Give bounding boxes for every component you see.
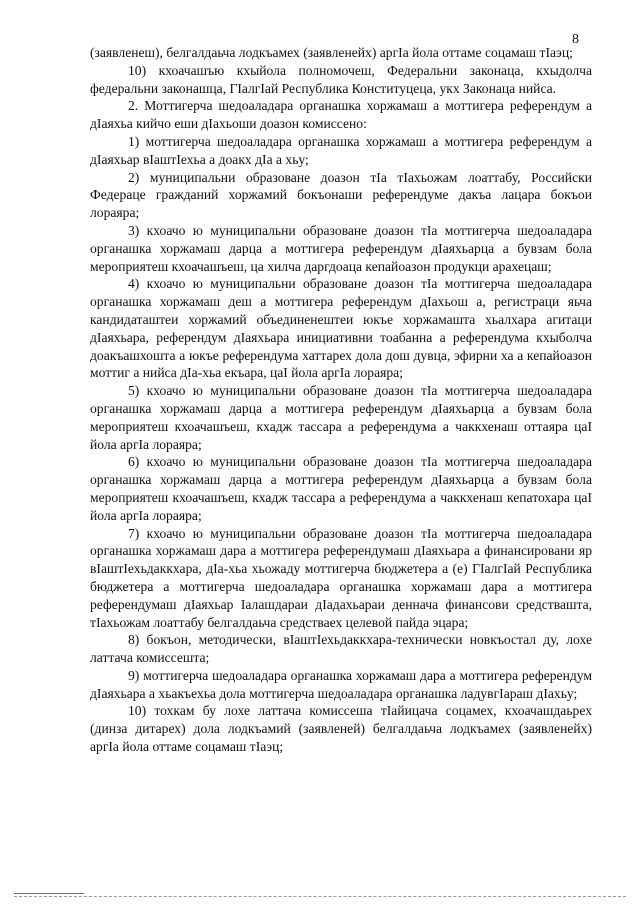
paragraph-item-10-second: 10) тохкам бу лохе латтача комиссеша тӀайицача соцамех, кхоачашдаьрех (динза дитарех) дола лодкъамий (заявленей) белгалдаьча лодкъамех (заявленейх) аргӀа йола оттаме соцамаш тӀаэц; — [90, 703, 592, 755]
paragraph-item-5: 5) кхоачо ю муниципальни образоване доазон тӀа моттигерча шедоаладара органашка хоржамаш дарца а моттигера референдум дӀаяхьарца а бувзам бола мероприятеш кхоачашъеш, кхадж тассара а референдума а чаккхенаш оттаяра цаӀ йола аргӀа лораяра; — [90, 383, 592, 452]
paragraph-item-3: 3) кхоачо ю муниципальни образоване доазон тӀа моттигерча шедоаладара органашка хоржамаш дарца а моттигера референдум дӀаяхьарца а бувзам бола мероприятеш кхоачашъеш, ца хилча даргдоаца кепайоазон продукци арахецаш; — [90, 222, 592, 274]
paragraph-item-8: 8) бокъон, методически, вӀаштӀехьдаккхара-технически новкъостал ду, лохе латтача комиссешта; — [90, 632, 592, 666]
paragraph-item-7: 7) кхоачо ю муниципальни образоване доазон тӀа моттигерча шедоаладара органашка хоржамаш дара а моттигера референдумаш дӀаяхьара а финансировани яр вӀаштӀехьдаккхара, дӀа-хьа хьожаду моттигерча бюджетера а (е) ГӀалгӀай Республика бюджетера а моттигерча шедоаладара органашка хоржамаш дара а моттигера референдумаш дӀаяхьар Ӏалашдараи дӀадахьараи деннача финансови средствашта, тӀахьожам лоаттабу белгалдаьча средстваех целевой пайда эцара; — [90, 525, 592, 630]
paragraph-item-9: 9) моттигерча шедоаладара органашка хоржамаш дара а моттигера референдум дӀаяхьара а хьакъехьа дола моттигерча шедоаладара органашка ладувгӀараш дӀахьу; — [90, 667, 592, 701]
paragraph-item-6: 6) кхоачо ю муниципальни образоване доазон тӀа моттигерча шедоаладара органашка хоржамаш дарца а моттигера референдум дӀаяхьарца а бувзам бола мероприятеш кхоачашъеш, кхадж тассара а референдума а чаккхенаш кепатохара цаӀ йола аргӀа лораяра; — [90, 454, 592, 523]
paragraph-item-4: 4) кхоачо ю муниципальни образоване доазон тӀа моттигерча шедоаладара органашка хоржамаш деш а моттигера референдум дӀахьош а, регистраци яьча кандидаташтеи хоржамий объединенештеи юкъе хоржамашта хьалхара агитаци дӀаяхьара, референдум дӀаяхьара инициативни тоабанна а референдума кхыболча доакъашхошта а юкъе референдума хаттарех дола дош дувца, эфирни ха а кепайоазон моттиг а нийса дӀа-хьа екъара, цаӀ йола аргӀа лораяра; — [90, 276, 592, 381]
scan-edge-line — [14, 893, 84, 894]
document-body — [90, 44, 592, 756]
scan-bottom-edge — [14, 896, 626, 897]
paragraph-continuation: (заявленеш), белгалдаьча лодкъамех (заявленейх) аргӀа йола оттаме соцамаш тӀаэц; — [90, 45, 573, 60]
paragraph-item-1: 1) моттигерча шедоаладара органашка хоржамаш а моттигера референдум а дӀаяхьар вӀаштӀехьа а доакх дӀа а хьу; — [90, 133, 592, 167]
paragraph-item-2: 2) муниципальни образоване доазон тӀа тӀахьожам лоаттабу, Российски Федераце гражданий хоржамий бокъонаши референдуме дакъа лацара бокъои лораяра; — [90, 169, 592, 221]
paragraph-section-2: 2. Моттигерча шедоаладара органашка хоржамаш а моттигера референдум а дӀаяхьа кийчо еши дӀахьоши доазон комиссено: — [90, 98, 592, 132]
page-number: 8 — [572, 32, 579, 47]
paragraph-item-10: 10) кхоачашъю кхыйола полномочеш, Федеральни законаца, кхыдолча федеральни законашца, ГӀалгӀай Республика Конституцеца, укх Законаца нийса. — [90, 62, 592, 96]
